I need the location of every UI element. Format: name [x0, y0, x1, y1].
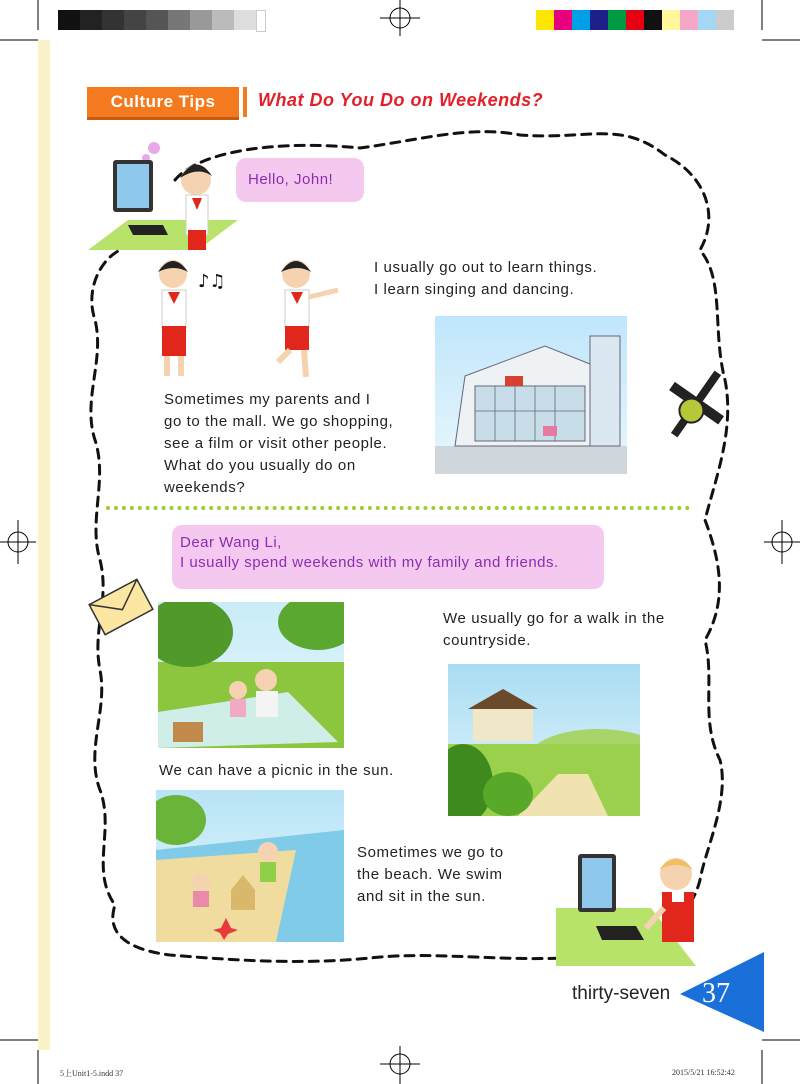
footer-file-info: 5上Unit1-5.indd 37 [60, 1069, 124, 1078]
letter-bubble [172, 525, 604, 589]
girl-at-computer-illustration [88, 140, 238, 255]
text-line: and sit in the sun. [357, 888, 486, 905]
text-line: go to the mall. We go shopping, [164, 413, 394, 430]
greeting-bubble [236, 158, 364, 202]
girl-singing-dancing-illustration [148, 252, 348, 387]
letter-salutation: Dear Wang Li, [180, 534, 282, 551]
picnic-text: We can have a picnic in the sun. [159, 762, 394, 779]
text-line: countryside. [443, 632, 532, 649]
text-line: Sometimes my parents and I [164, 391, 371, 408]
boy-at-computer-illustration [556, 848, 716, 966]
text-line: I learn singing and dancing. [374, 281, 575, 298]
envelope-icon [86, 576, 156, 638]
text-line: see a film or visit other people. [164, 435, 388, 452]
section-divider [106, 506, 690, 510]
svg-text:♪♫: ♪♫ [198, 271, 226, 292]
picnic-picture [158, 602, 344, 748]
shopping-mall-picture [435, 316, 627, 474]
letter-intro: I usually spend weekends with my family and friends. [180, 554, 559, 571]
beach-text [357, 842, 504, 908]
countryside-picture [448, 664, 640, 816]
wang-li-intro [374, 257, 597, 301]
text-line: I usually go out to learn things. [374, 259, 598, 276]
page-number-label: thirty-seven [572, 983, 671, 1004]
beach-picture [156, 790, 344, 942]
wang-li-paragraph [164, 389, 393, 499]
footer-timestamp: 2015/5/21 16:52:42 [672, 1068, 735, 1077]
greeting-text: Hello, John! [248, 171, 334, 188]
text-line: the beach. We swim [357, 866, 503, 883]
text-line: Sometimes we go to [357, 844, 504, 861]
text-line: What do you usually do on [164, 457, 356, 474]
satellite-icon [664, 364, 728, 444]
page-number: 37 [702, 978, 730, 1009]
text-line: weekends? [164, 479, 246, 496]
culture-tips-badge: Culture Tips [87, 87, 239, 120]
page-title: What Do You Do on Weekends? [258, 90, 544, 110]
walk-text [443, 608, 665, 652]
text-line: We usually go for a walk in the [443, 610, 665, 627]
